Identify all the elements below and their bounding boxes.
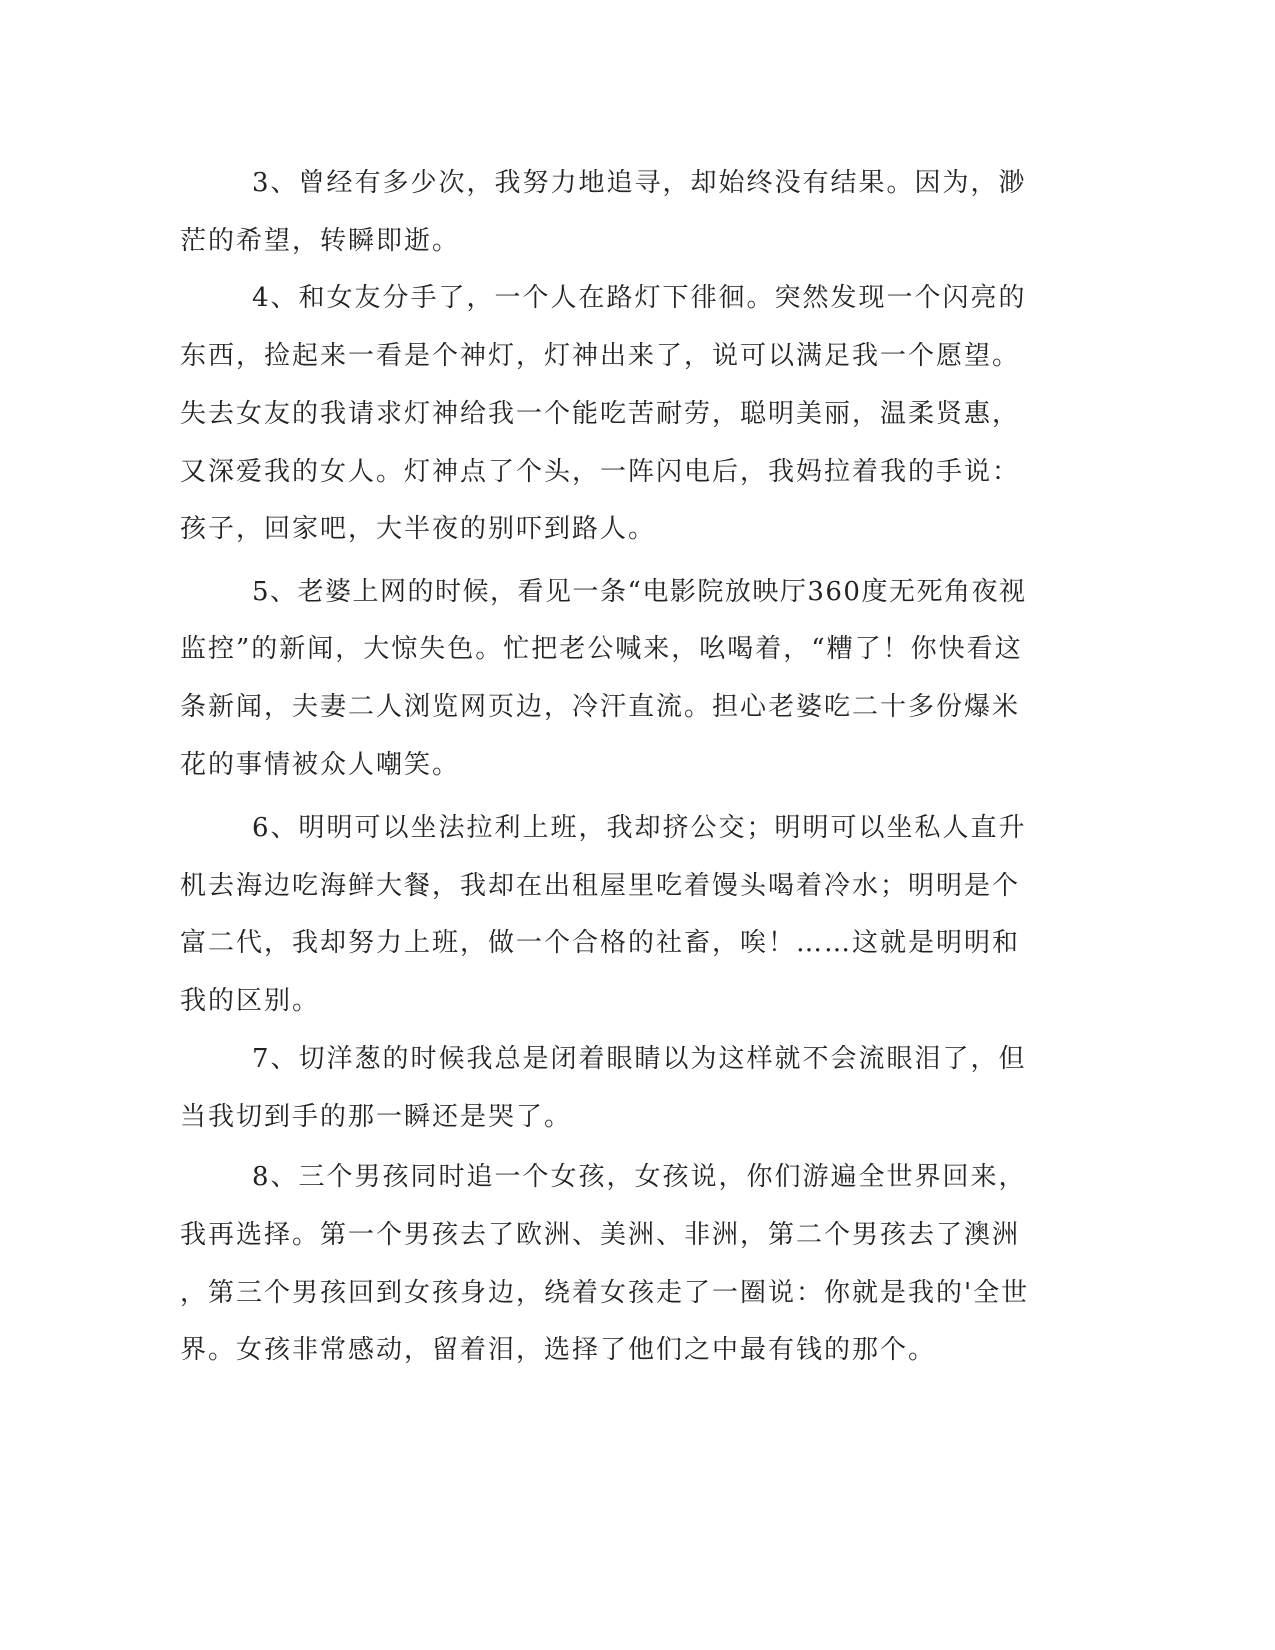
paragraph-5-line-2: 监控”的新闻，大惊失色。忙把老公喊来，吆喝着，“糟了！你快看这 xyxy=(180,634,1023,664)
paragraph-4-line-5: 孩子，回家吧，大半夜的别吓到路人。 xyxy=(180,514,657,544)
paragraph-6-line-2: 机去海边吃海鲜大餐，我却在出租屋里吃着馒头喝着冷水；明明是个 xyxy=(180,871,1021,901)
paragraph-8-line-2: 我再选择。第一个男孩去了欧洲、美洲、非洲，第二个男孩去了澳洲 xyxy=(180,1220,1021,1250)
paragraph-3-line-1: 3、曾经有多少次，我努力地追寻，却始终没有结果。因为，渺 xyxy=(252,168,1027,198)
paragraph-7-line-2: 当我切到手的那一瞬还是哭了。 xyxy=(180,1102,573,1132)
paragraph-6-line-1: 6、明明可以坐法拉利上班，我却挤公交；明明可以坐私人直升 xyxy=(252,813,1027,843)
paragraph-7-line-1: 7、切洋葱的时候我总是闭着眼睛以为这样就不会流眼泪了，但 xyxy=(252,1044,1027,1074)
paragraph-8-line-3: ，第三个男孩回到女孩身边，绕着女孩走了一圈说：你就是我的'全世 xyxy=(180,1278,1030,1308)
paragraph-3-line-2: 茫的希望，转瞬即逝。 xyxy=(180,226,461,256)
paragraph-5-line-4: 花的事情被众人嘲笑。 xyxy=(180,750,461,780)
paragraph-5-line-1: 5、老婆上网的时候，看见一条“电影院放映厅360度无死角夜视 xyxy=(252,577,1027,607)
paragraph-8-line-1: 8、三个男孩同时追一个女孩，女孩说，你们游遍全世界回来， xyxy=(252,1162,1027,1192)
paragraph-4-line-4: 又深爱我的女人。灯神点了个头，一阵闪电后，我妈拉着我的手说： xyxy=(180,457,1021,487)
paragraph-4-line-2: 东西，捡起来一看是个神灯，灯神出来了，说可以满足我一个愿望。 xyxy=(180,341,1021,371)
paragraph-8-line-4: 界。女孩非常感动，留着泪，选择了他们之中最有钱的那个。 xyxy=(180,1335,937,1365)
paragraph-5-line-3: 条新闻，夫妻二人浏览网页边，冷汗直流。担心老婆吃二十多份爆米 xyxy=(180,692,1021,722)
paragraph-4-line-3: 失去女友的我请求灯神给我一个能吃苦耐劳，聪明美丽，温柔贤惠， xyxy=(180,399,1021,429)
paragraph-6-line-3: 富二代，我却努力上班，做一个合格的社畜，唉！……这就是明明和 xyxy=(180,928,1021,958)
paragraph-6-line-4: 我的区别。 xyxy=(180,986,321,1016)
paragraph-4-line-1: 4、和女友分手了，一个人在路灯下徘徊。突然发现一个闪亮的 xyxy=(252,283,1027,313)
